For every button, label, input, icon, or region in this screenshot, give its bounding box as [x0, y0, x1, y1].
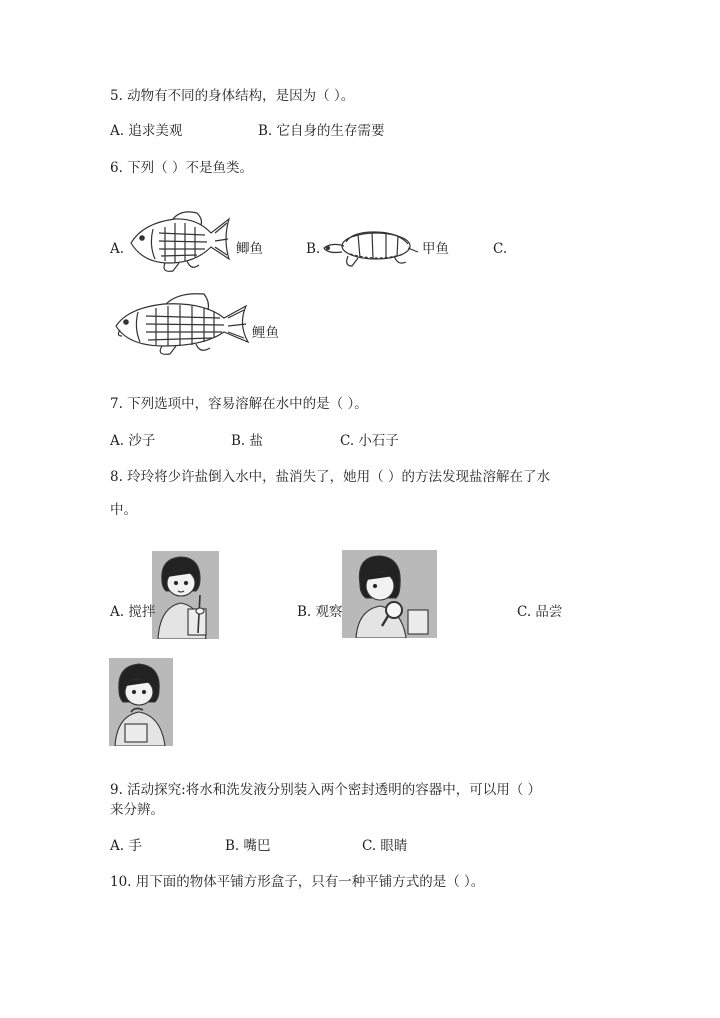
q10-stem: 10. 用下面的物体平铺方形盒子，只有一种平铺方式的是（ ）。	[110, 874, 485, 890]
q6-option-b: B.	[306, 241, 321, 257]
q9-option-b: B. 嘴巴	[225, 838, 271, 854]
q5-option-b: B. 它自身的生存需要	[258, 123, 385, 139]
girl-tasting-photo	[109, 658, 173, 746]
q9-option-c: C. 眼睛	[362, 838, 408, 854]
q7-stem: 7. 下列选项中，容易溶解在水中的是（ ）。	[110, 396, 368, 412]
q5-option-a: A. 追求美观	[110, 123, 183, 139]
q6-label-a: 鲫鱼	[236, 241, 263, 257]
q7-option-b: B. 盐	[231, 433, 264, 449]
q6-label-c: 鲤鱼	[252, 325, 279, 341]
crucian-carp-illustration	[125, 205, 235, 275]
q8-stem-line1: 8. 玲玲将少许盐倒入水中，盐消失了，她用（ ）的方法发现盐溶解在了水	[110, 469, 550, 485]
q8-option-b: B. 观察	[297, 604, 343, 620]
softshell-turtle-illustration	[318, 222, 420, 272]
q8-stem-line2: 中。	[110, 502, 137, 518]
q5-stem: 5. 动物有不同的身体结构，是因为（ ）。	[110, 88, 355, 104]
common-carp-illustration	[112, 290, 252, 358]
q6-option-c: C.	[493, 241, 508, 257]
q7-option-c: C. 小石子	[340, 433, 399, 449]
q6-label-b: 甲鱼	[422, 241, 449, 257]
q9-stem-line1: 9. 活动探究:将水和洗发液分别装入两个密封透明的容器中，可以用（ ）	[110, 782, 542, 798]
q8-option-c: C. 品尝	[517, 604, 563, 620]
girl-stirring-photo	[152, 551, 219, 639]
q8-option-a: A. 搅拌	[110, 604, 156, 620]
q7-option-a: A. 沙子	[110, 433, 156, 449]
q9-stem-line2: 来分辨。	[110, 802, 164, 818]
q9-option-a: A. 手	[110, 838, 142, 854]
q6-stem: 6. 下列（ ）不是鱼类。	[110, 160, 253, 176]
girl-observing-photo	[342, 550, 437, 638]
q6-option-a: A.	[110, 241, 125, 257]
